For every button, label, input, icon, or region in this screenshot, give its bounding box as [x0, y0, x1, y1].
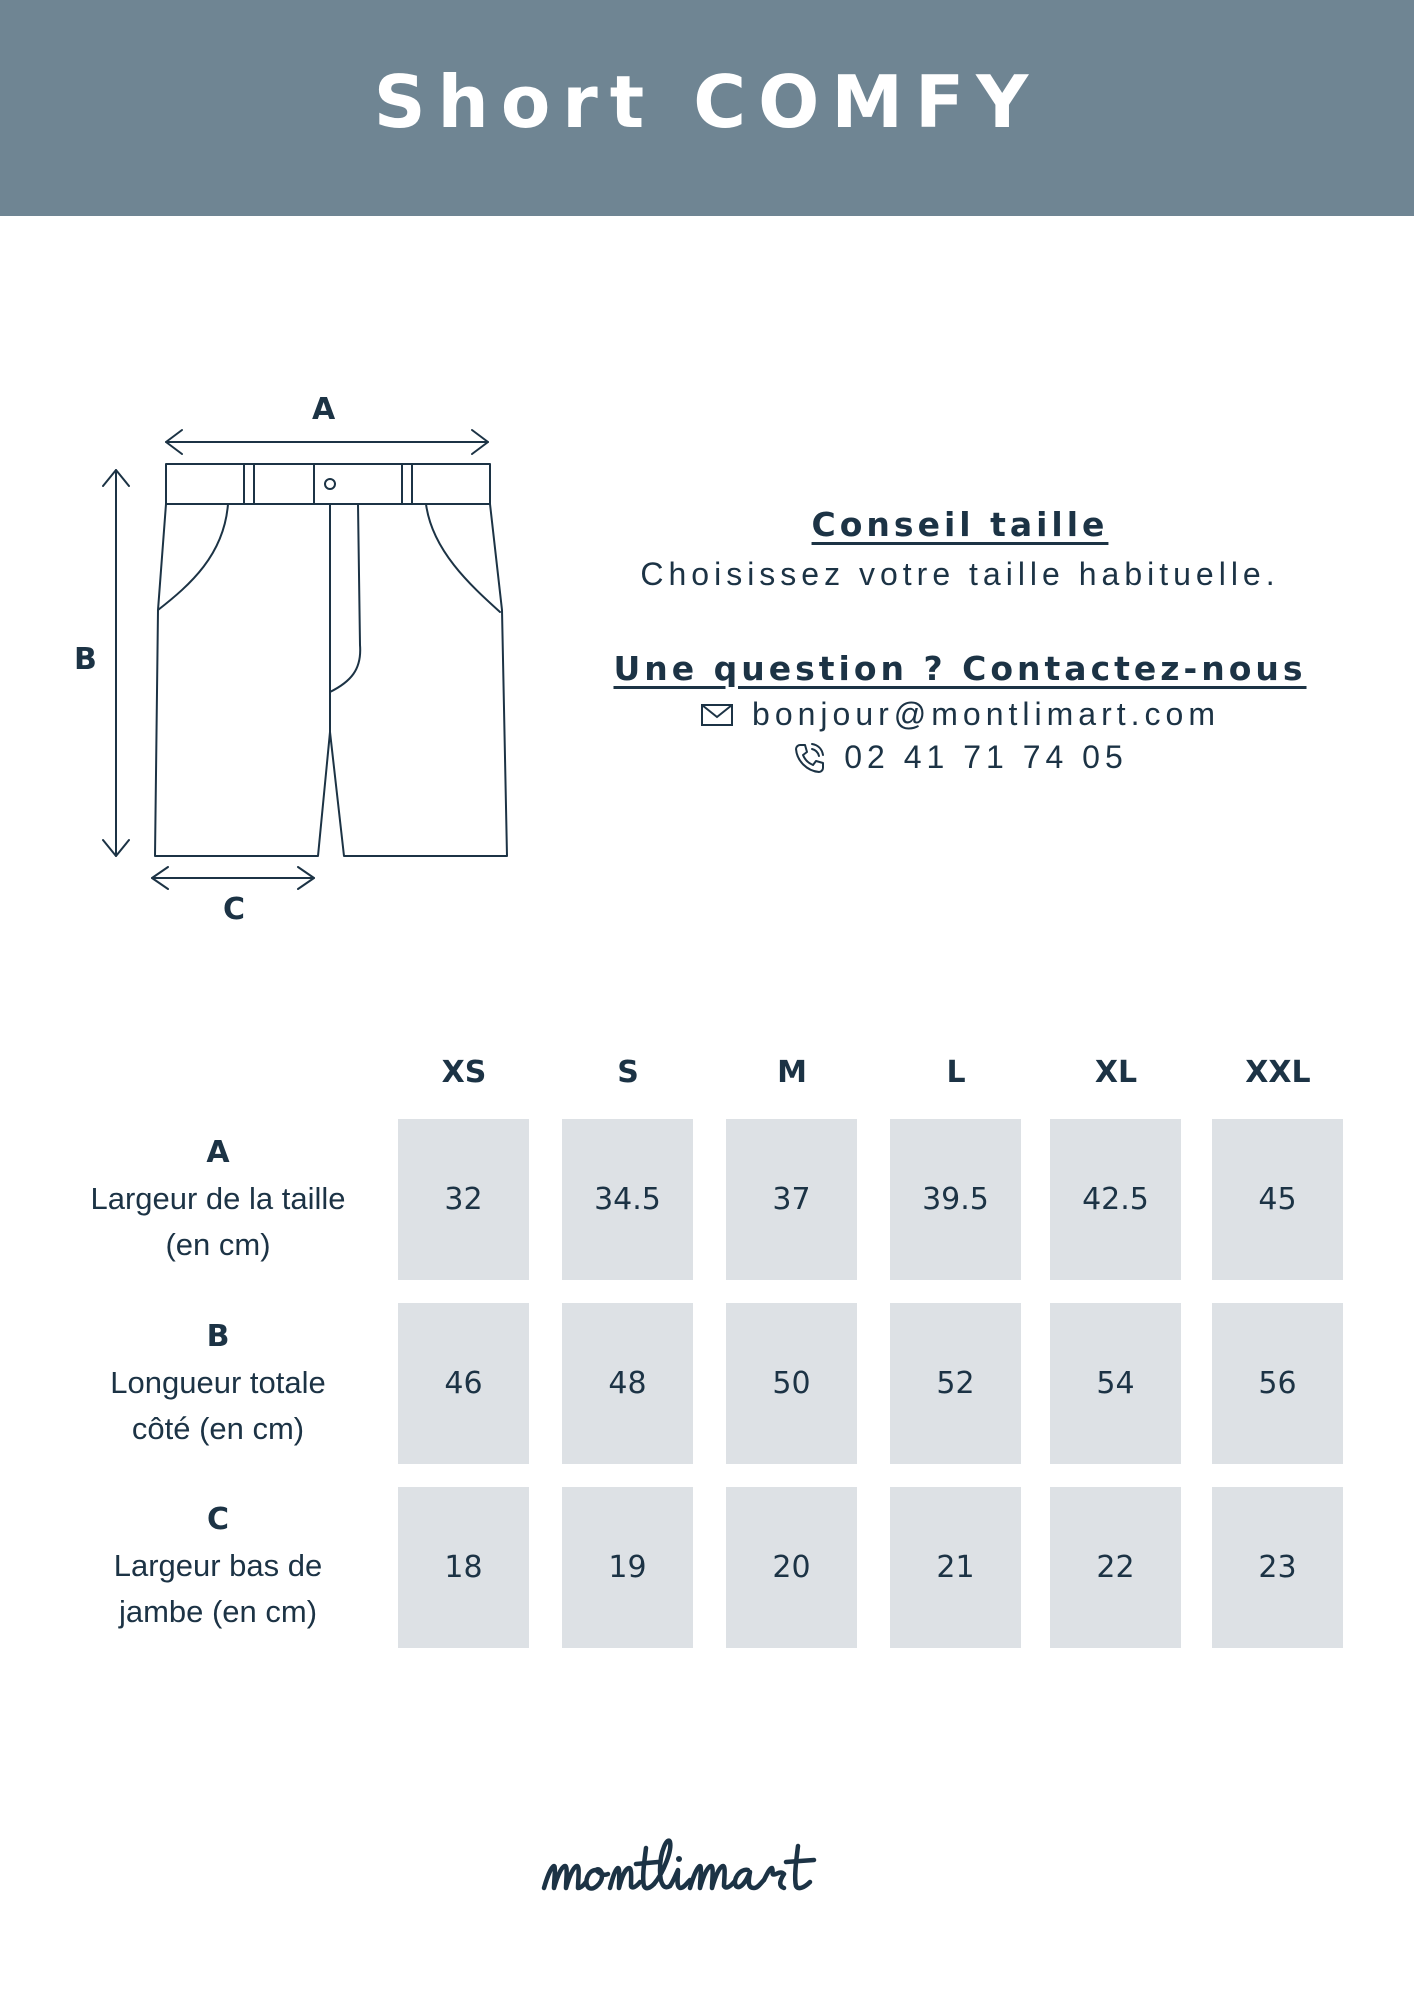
row-label-b-line1: Longueur totale: [110, 1365, 326, 1400]
table-cell: 21: [890, 1487, 1021, 1648]
row-label-c-line2: jambe (en cm): [118, 1594, 318, 1629]
table-cell: 19: [562, 1487, 693, 1648]
table-cell: 22: [1050, 1487, 1181, 1648]
page-title: Short COMFY: [373, 60, 1041, 144]
page-header: [0, 0, 1414, 216]
table-cell: 46: [398, 1303, 529, 1464]
row-label-a-line2: (en cm): [165, 1227, 271, 1262]
table-cell: 39.5: [890, 1119, 1021, 1280]
table-cell: 48: [562, 1303, 693, 1464]
contact-heading: Une question ? Contactez-nous: [613, 649, 1307, 688]
table-cell: 52: [890, 1303, 1021, 1464]
row-label-a: [48, 1130, 388, 1268]
table-cell: 37: [726, 1119, 857, 1280]
table-cell: 50: [726, 1303, 857, 1464]
size-advice-text: Choisissez votre taille habituelle.: [640, 556, 1280, 592]
dimension-label-b: B: [74, 642, 97, 677]
phone-row: [560, 739, 1360, 776]
size-header-l: L: [946, 1055, 966, 1090]
dimension-label-a: A: [312, 392, 336, 427]
email-row: [560, 696, 1360, 733]
row-letter-a: A: [206, 1135, 230, 1170]
size-header-m: M: [777, 1055, 807, 1090]
table-cell: 34.5: [562, 1119, 693, 1280]
size-advice-heading: Conseil taille: [811, 505, 1109, 544]
dimension-label-c: C: [223, 892, 246, 927]
table-cell: 45: [1212, 1119, 1343, 1280]
table-cell: 56: [1212, 1303, 1343, 1464]
row-label-c-line1: Largeur bas de: [113, 1548, 323, 1583]
table-cell: 20: [726, 1487, 857, 1648]
size-header-xs: XS: [441, 1055, 487, 1090]
shorts-diagram: [0, 380, 560, 940]
row-label-b: [48, 1314, 388, 1452]
row-label-c: [48, 1497, 388, 1635]
row-letter-c: C: [206, 1502, 230, 1537]
email-address[interactable]: bonjour@montlimart.com: [752, 696, 1220, 732]
size-header-xxl: XXL: [1245, 1055, 1311, 1090]
phone-icon: [792, 741, 826, 775]
brand-logo: [540, 1830, 880, 1915]
size-header-s: S: [617, 1055, 639, 1090]
envelope-icon: [700, 702, 734, 728]
size-header-xl: XL: [1094, 1055, 1138, 1090]
row-label-a-line1: Largeur de la taille: [90, 1181, 346, 1216]
table-cell: 32: [398, 1119, 529, 1280]
table-cell: 42.5: [1050, 1119, 1181, 1280]
phone-number[interactable]: 02 41 71 74 05: [844, 739, 1128, 775]
info-block: [560, 505, 1360, 776]
table-cell: 18: [398, 1487, 529, 1648]
table-cell: 23: [1212, 1487, 1343, 1648]
table-cell: 54: [1050, 1303, 1181, 1464]
row-label-b-line2: côté (en cm): [131, 1411, 305, 1446]
row-letter-b: B: [206, 1319, 230, 1354]
